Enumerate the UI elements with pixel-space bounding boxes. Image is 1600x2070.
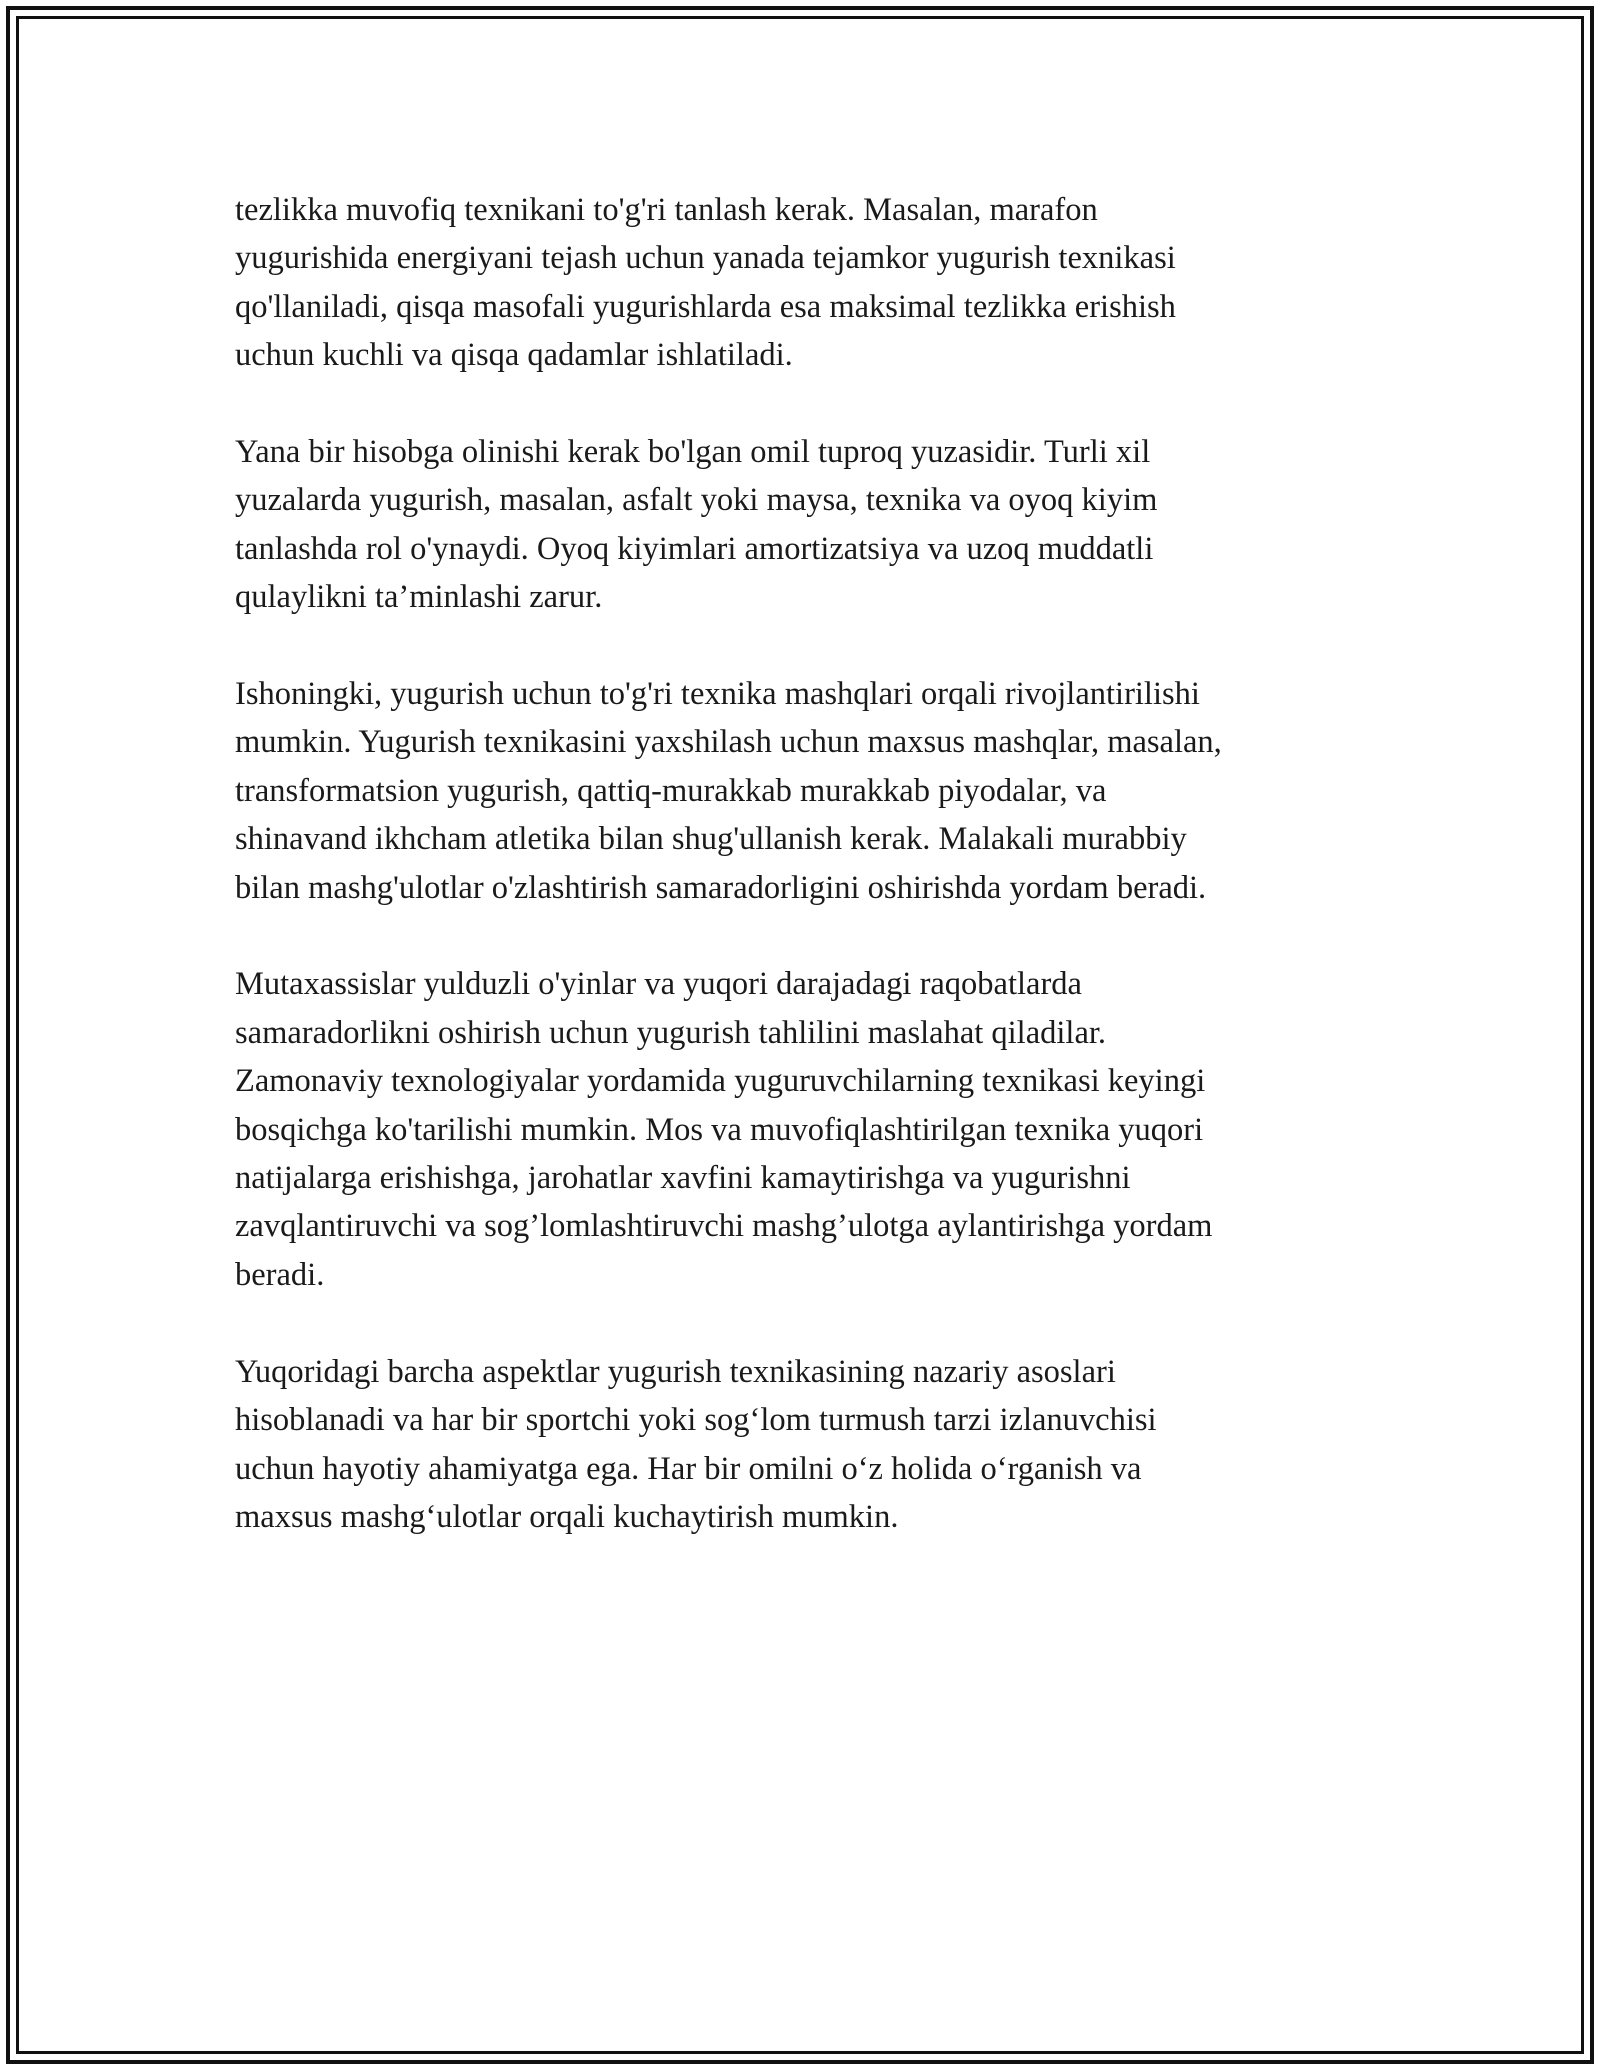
paragraph-4: Mutaxassislar yulduzli o'yinlar va yuqori darajadagi raqobatlarda samaradorlikni oshirish uchun yugurish tahlilini maslahat qiladilar. Zamonaviy texnologiyalar yordamida yuguruvchilarning texnikasi keyingi bosqichga ko'tarilishi mumkin. Mos va muvofiqlashtirilgan texnika yuqori natijalarga erishishga, jarohatlar xavfini kamaytirishga va yugurishni zavqlantiruvchi va sog’lomlashtiruvchi mashg’ulotga aylantirishga yordam beradi.: [235, 966, 1213, 1293]
paragraph-5: Yuqoridagi barcha aspektlar yugurish texnikasining nazariy asoslari hisoblanadi va har bir sportchi yoki sog‘lom turmush tarzi izlanuvchisi uchun hayotiy ahamiyatga ega. Har bir omilni o‘z holida o‘rganish va maxsus mashg‘ulotlar orqali kuchaytirish mumkin.: [235, 1353, 1157, 1535]
paragraph-3: Ishoningki, yugurish uchun to'g'ri texnika mashqlari orqali rivojlantirilishi mumkin. Yugurish texnikasini yaxshilash uchun maxsus mashqlar, masalan, transformatsion yugurish, qattiq-murakkab murakkab piyodalar, va shinavand ikhcham atletika bilan shug'ullanish kerak. Malakali murabbiy bilan mashg'ulotlar o'zlashtirish samaradorligini oshirishda yordam beradi.: [235, 676, 1222, 906]
document-body: [235, 186, 1365, 1590]
paragraph-1: tezlikka muvofiq texnikani to'g'ri tanlash kerak. Masalan, marafon yugurishida energiyani tejash uchun yanada tejamkor yugurish texnikasi qo'llaniladi, qisqa masofali yugurishlarda esa maksimal tezlikka erishish uchun kuchli va qisqa qadamlar ishlatiladi.: [235, 192, 1176, 374]
paragraph-2: Yana bir hisobga olinishi kerak bo'lgan omil tuproq yuzasidir. Turli xil yuzalarda yugurish, masalan, asfalt yoki maysa, texnika va oyoq kiyim tanlashda rol o'ynaydi. Oyoq kiyimlari amortizatsiya va uzoq muddatli qulaylikni ta’minlashi zarur.: [235, 434, 1158, 616]
